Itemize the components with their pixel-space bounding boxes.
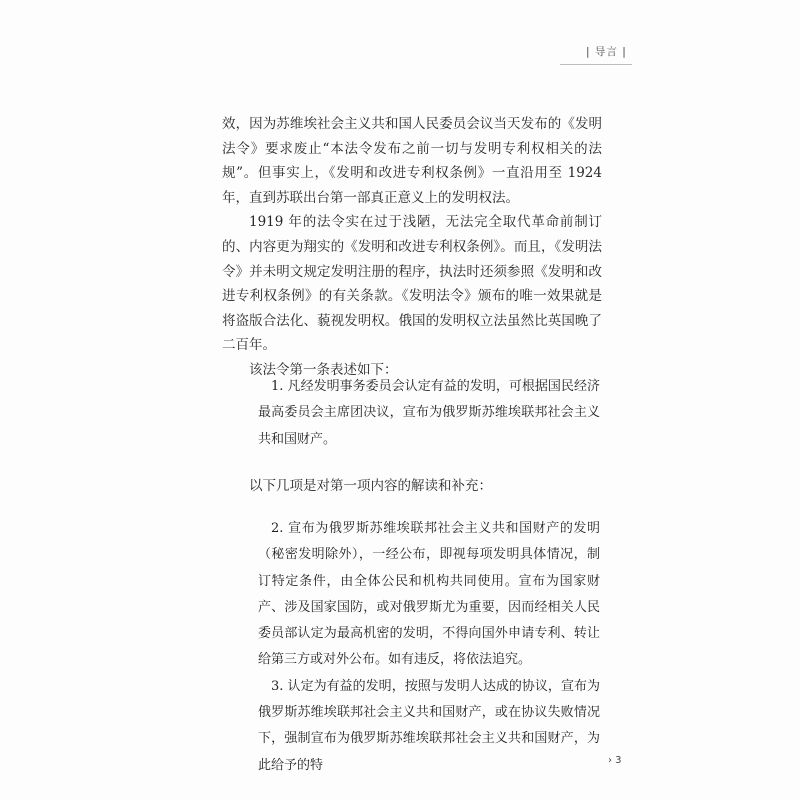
quote-3: 3. 认定为有益的发明，按照与发明人达成的协议，宣布为俄罗斯苏维埃联邦社会主义共和国财产，或在协议失败情况下，强制宣布为俄罗斯苏维埃联邦社会主义共和国财产，为此给予的特	[258, 678, 600, 773]
paragraph-3: 该法令第一条表述如下：	[249, 361, 398, 378]
quote-2: 2. 宣布为俄罗斯苏维埃联邦社会主义共和国财产的发明（秘密发明除外），一经公布，即视每项发明具体情况，制订特定条件，由全体公民和机构共同使用。宣布为国家财产、涉及国家国防，或对俄罗斯尤为重要，因而经相关人民委员部认定为最高机密的发明，不得向国外申请专利、转让给第三方或对外公布。如有违反，将依法追究。	[258, 521, 600, 668]
intro-text	[222, 474, 602, 499]
paragraph-2: 1919 年的法令实在过于浅陋，无法完全取代革命前制订的、内容更为翔实的《发明和改进专利权条例》。而且，《发明法令》并未明文规定发明注册的程序，执法时还须参照《发明和改进专利权条例》的有关条款。《发明法令》颁布的唯一效果就是将盗版合法化、藐视发明权。俄国的发明权立法虽然比英国晚了二百年。	[222, 214, 602, 354]
quote-1: 1. 凡经发明事务委员会认定有益的发明，可根据国民经济最高委员会主席团决议，宣布为俄罗斯苏维埃联邦社会主义共和国财产。	[258, 379, 600, 447]
header-rule	[560, 64, 632, 65]
paragraph-1: 效，因为苏维埃社会主义共和国人民委员会议当天发布的《发明法令》要求废止“本法令发布之前一切与发明专利权相关的法规”。但事实上，《发明和改进专利权条例》一直沿用至 1924 年，直到苏联出台第一部真正意义上的发明权法。	[222, 116, 602, 206]
quote-block-1	[258, 374, 600, 453]
paragraph-4: 以下几项是对第一项内容的解读和补充：	[249, 478, 492, 494]
quote-block-2	[258, 516, 600, 779]
page-number: › 3	[608, 755, 622, 766]
running-header: | 导言 |	[586, 46, 627, 58]
main-text	[222, 112, 602, 383]
